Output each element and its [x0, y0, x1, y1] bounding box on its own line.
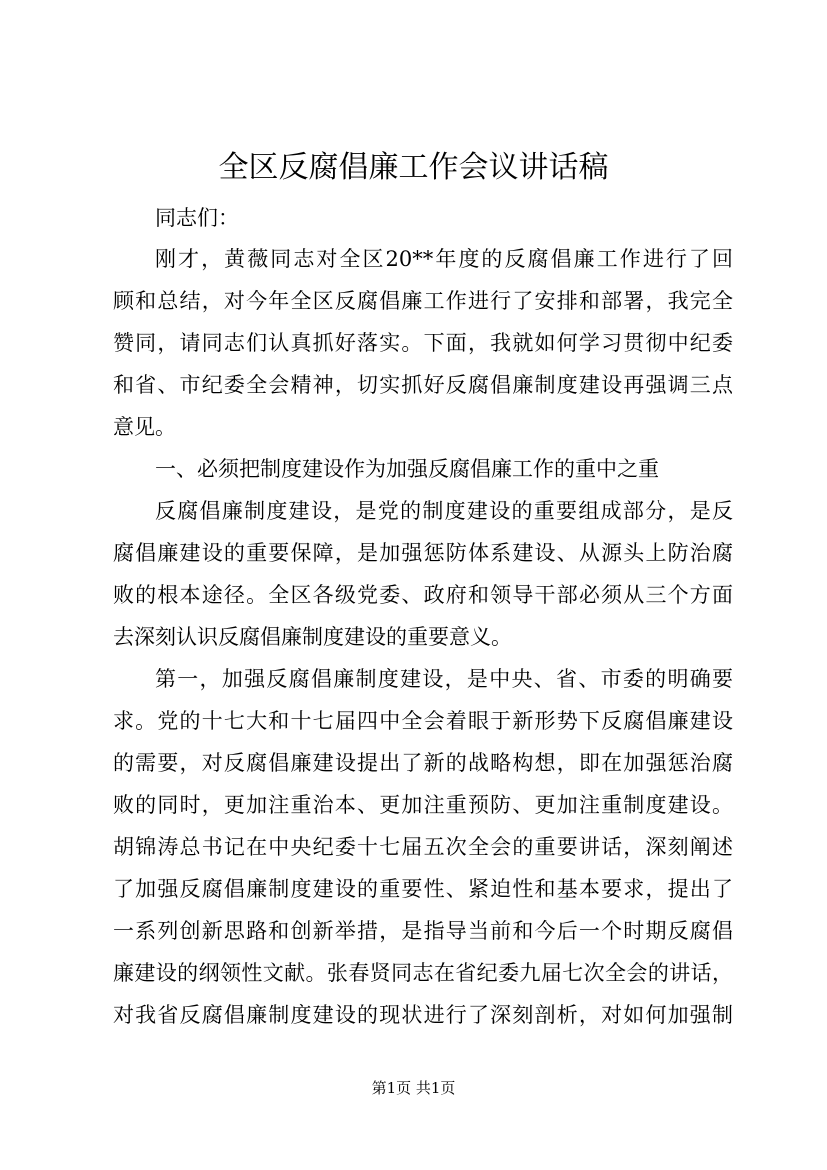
paragraph-line: 意见。 [113, 415, 176, 439]
paragraph-line: 顾和总结，对今年全区反腐倡廉工作进行了安排和部署，我完全 [113, 289, 733, 313]
paragraph-line: 对我省反腐倡廉制度建设的现状进行了深刻剖析，对如何加强制 [113, 1003, 733, 1027]
paragraph-line: 和省、市纪委全会精神，切实抓好反腐倡廉制度建设再强调三点 [113, 373, 733, 397]
page-footer: 第1页 共1页 [371, 1079, 456, 1097]
paragraph-line: 去深刻认识反腐倡廉制度建设的重要意义。 [113, 625, 512, 649]
paragraph-line: 赞同，请同志们认真抓好落实。下面，我就如何学习贯彻中纪委 [113, 331, 733, 355]
paragraph-line: 第一，加强反腐倡廉制度建设，是中央、省、市委的明确要 [155, 667, 733, 691]
paragraph-line: 求。党的十七大和十七届四中全会着眼于新形势下反腐倡廉建设 [113, 709, 733, 733]
paragraph-line: 的需要，对反腐倡廉建设提出了新的战略构想，即在加强惩治腐 [113, 751, 733, 775]
paragraph-line: 腐倡廉建设的重要保障，是加强惩防体系建设、从源头上防治腐 [113, 541, 733, 565]
section-heading: 一、必须把制度建设作为加强反腐倡廉工作的重中之重 [155, 457, 659, 481]
salutation-line: 同志们： [155, 206, 239, 230]
paragraph-line: 了加强反腐倡廉制度建设的重要性、紧迫性和基本要求，提出了 [113, 877, 733, 901]
document-title: 全区反腐倡廉工作会议讲话稿 [218, 150, 609, 185]
paragraph-line: 反腐倡廉制度建设，是党的制度建设的重要组成部分，是反 [155, 499, 733, 523]
paragraph-line: 一系列创新思路和创新举措，是指导当前和今后一个时期反腐倡 [113, 919, 733, 943]
paragraph-line: 刚才，黄薇同志对全区20**年度的反腐倡廉工作进行了回 [155, 247, 733, 271]
paragraph-line: 败的根本途径。全区各级党委、政府和领导干部必须从三个方面 [113, 583, 733, 607]
paragraph-line: 胡锦涛总书记在中央纪委十七届五次全会的重要讲话，深刻阐述 [113, 835, 733, 859]
paragraph-line: 败的同时，更加注重治本、更加注重预防、更加注重制度建设。 [113, 793, 733, 817]
paragraph-line: 廉建设的纲领性文献。张春贤同志在省纪委九届七次全会的讲话， [113, 961, 733, 985]
